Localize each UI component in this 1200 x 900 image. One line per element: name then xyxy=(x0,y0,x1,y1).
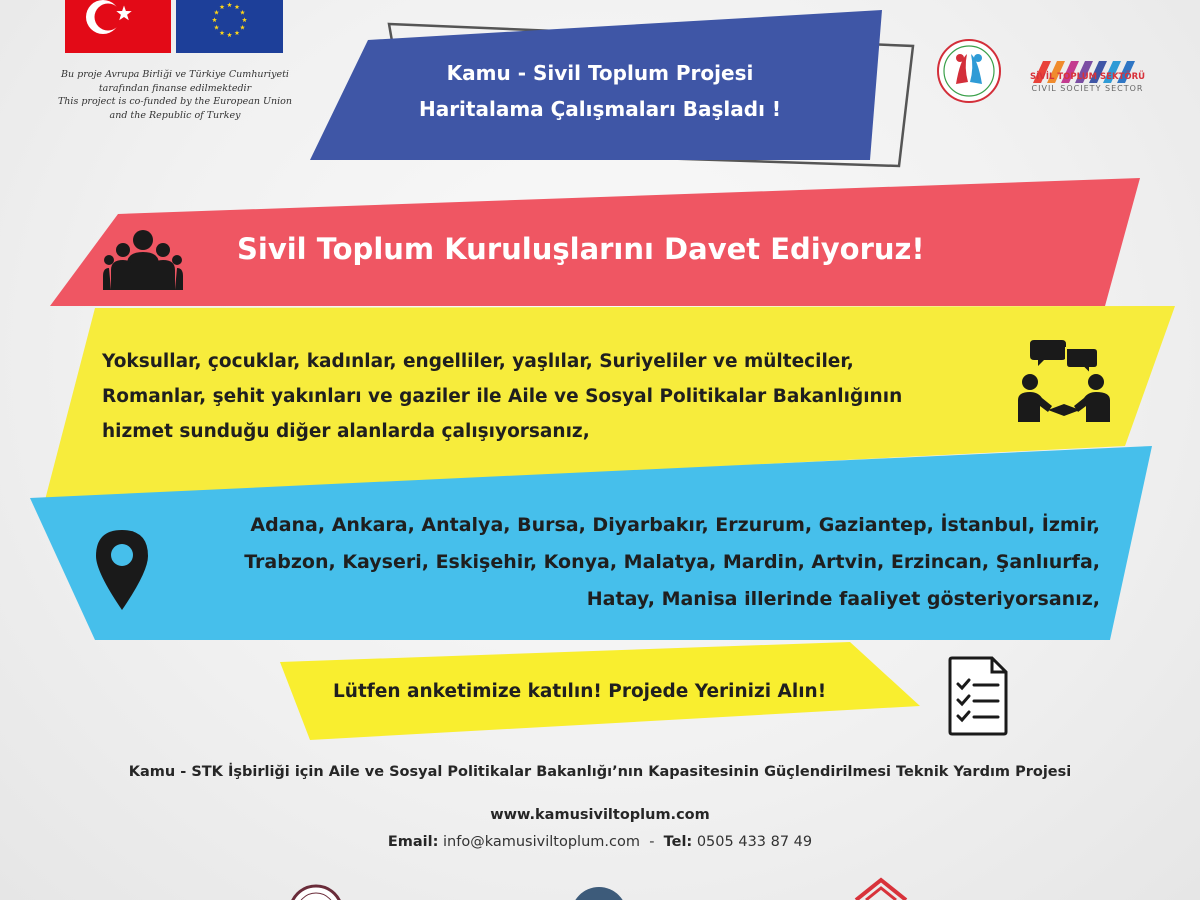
eu-star xyxy=(214,10,219,15)
cities-text xyxy=(160,507,1100,618)
website-link[interactable]: www.kamusiviltoplum.com xyxy=(490,807,710,823)
eu-star xyxy=(240,10,245,15)
email-label: Email: xyxy=(387,834,439,850)
invite-heading: Sivil Toplum Kuruluşlarını Davet Ediyoruz! xyxy=(237,232,925,266)
partner-logo-circle xyxy=(936,38,1002,104)
funding-line: Bu proje Avrupa Birliği ve Türkiye Cumhuriyeti xyxy=(61,69,289,80)
partner-logo-bottom-center xyxy=(570,886,628,900)
eu-flag xyxy=(176,0,283,53)
contact-line xyxy=(0,834,1200,850)
conversation-icon xyxy=(1018,336,1110,424)
target-groups-line: hizmet sunduğu diğer alanlarda çalışıyorsanız, xyxy=(102,421,590,442)
contact-separator: - xyxy=(649,834,655,850)
target-groups-text xyxy=(102,344,902,449)
title-line: Kamu - Sivil Toplum Projesi xyxy=(446,61,754,85)
survey-call-to-action[interactable]: Lütfen anketimize katılın! Projede Yerinizi Alın! xyxy=(333,681,827,702)
partner-logo-bottom-left xyxy=(288,884,344,900)
eu-star xyxy=(235,4,240,9)
stk-logo-title: SİVİL TOPLUM SEKTÖRÜ xyxy=(1029,72,1146,82)
checklist-icon xyxy=(948,656,1010,736)
page-title xyxy=(340,55,860,127)
eu-star xyxy=(220,30,225,35)
eu-star xyxy=(212,17,217,22)
eu-star xyxy=(227,32,232,37)
tel-label: Tel: xyxy=(663,834,693,850)
funding-line: and the Republic of Turkey xyxy=(109,109,241,121)
tel-number[interactable]: 0505 433 87 49 xyxy=(696,834,813,850)
project-name: Kamu - STK İşbirliği için Aile ve Sosyal Politikalar Bakanlığı’nın Kapasitesinin Güçlendirilmesi Teknik Yardım Projesi xyxy=(128,764,1072,780)
partner-logo-bottom-right xyxy=(852,876,910,900)
funding-note xyxy=(50,68,300,122)
eu-star xyxy=(242,17,247,22)
stk-logo-subtitle: CIVIL SOCIETY SECTOR xyxy=(1031,84,1144,93)
turkish-flag xyxy=(65,0,171,53)
target-groups-line: Romanlar, şehit yakınları ve gaziler ile Aile ve Sosyal Politikalar Bakanlığının xyxy=(102,386,903,407)
funding-line: tarafından finanse edilmektedir xyxy=(98,82,252,94)
eu-star xyxy=(220,4,225,9)
cities-line: Adana, Ankara, Antalya, Bursa, Diyarbakır, Erzurum, Gaziantep, İstanbul, İzmir, xyxy=(250,514,1100,536)
cities-line: Trabzon, Kayseri, Eskişehir, Konya, Malatya, Mardin, Artvin, Erzincan, Şanlıurfa, xyxy=(244,551,1100,573)
target-groups-line: Yoksullar, çocuklar, kadınlar, engelliler, yaşlılar, Suriyeliler ve mülteciler, xyxy=(102,351,854,372)
title-line: Haritalama Çalışmaları Başladı ! xyxy=(418,97,782,121)
group-people-icon xyxy=(103,228,183,292)
eu-star xyxy=(227,2,232,7)
eu-star xyxy=(240,25,245,30)
funding-line: This project is co-funded by the European Union xyxy=(57,96,293,107)
eu-star xyxy=(214,25,219,30)
cities-line: Hatay, Manisa illerinde faaliyet gösteriyorsanız, xyxy=(586,588,1100,610)
eu-star xyxy=(235,30,240,35)
map-pin-icon xyxy=(94,528,150,612)
email-link[interactable]: info@kamusiviltoplum.com xyxy=(443,834,640,850)
